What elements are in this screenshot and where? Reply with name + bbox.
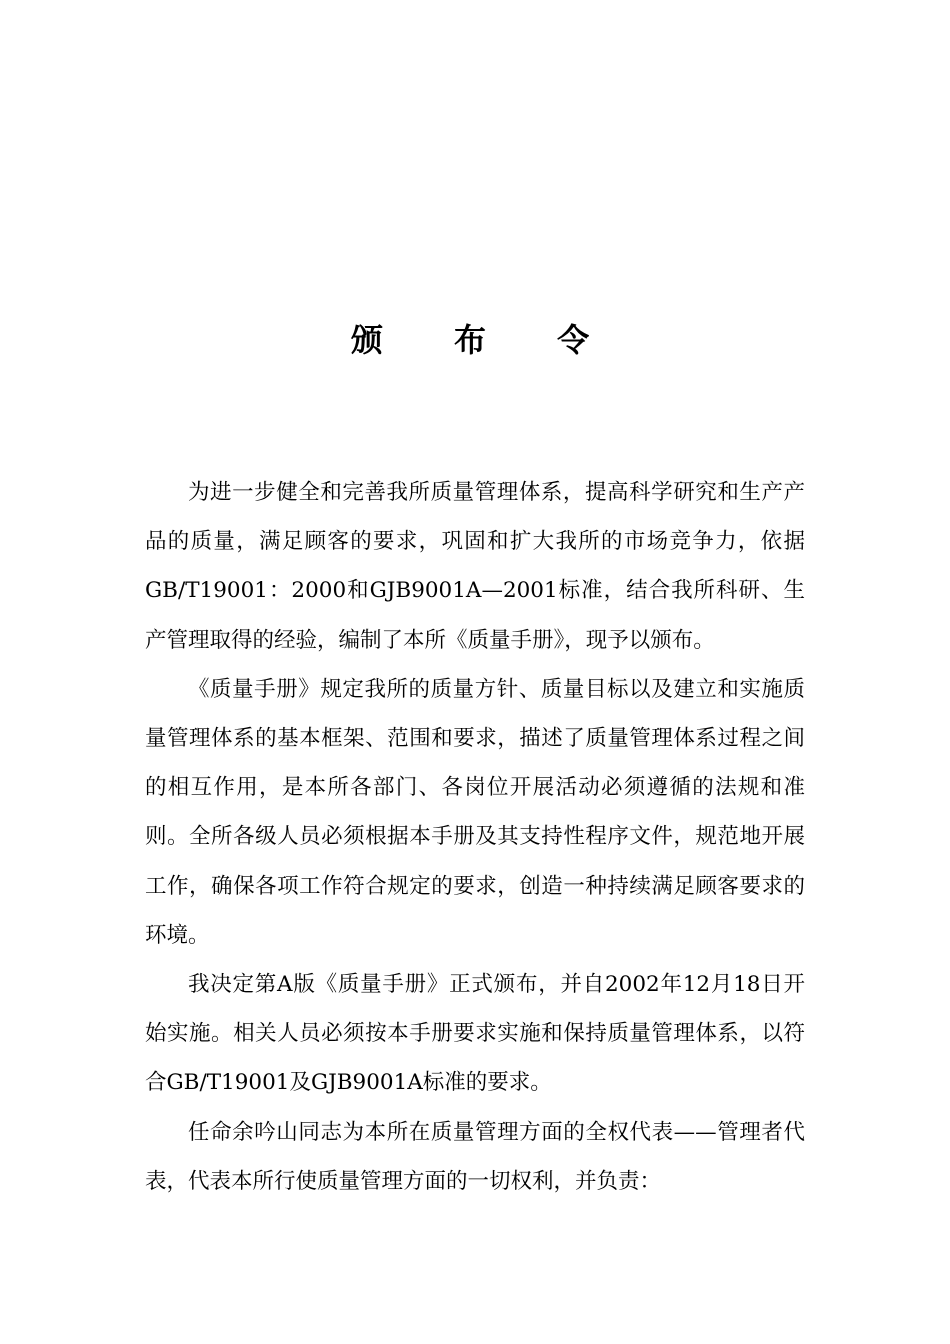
- paragraph-2: 《质量手册》规定我所的质量方针、质量目标以及建立和实施质量管理体系的基本框架、范围和要求，描述了质量管理体系过程之间的相互作用，是本所各部门、各岗位开展活动必须遵循的法规和准则。全所各级人员必须根据本手册及其支持性程序文件，规范地开展工作，确保各项工作符合规定的要求，创造一种持续满足顾客要求的环境。: [145, 676, 805, 948]
- document-title: 颁 布 令: [350, 321, 620, 359]
- document-body: [145, 468, 805, 1206]
- paragraph-4: 任命余吟山同志为本所在质量管理方面的全权代表——管理者代表，代表本所行使质量管理方面的一切权利，并负责：: [145, 1119, 805, 1194]
- paragraph-3: 我决定第A版《质量手册》正式颁布，并自2002年12月18日开始实施。相关人员必须按本手册要求实施和保持质量管理体系，以符合GB/T19001及GJB9001A标准的要求。: [145, 972, 805, 1096]
- paragraph-1: 为进一步健全和完善我所质量管理体系，提高科学研究和生产产品的质量，满足顾客的要求，巩固和扩大我所的市场竞争力，依据GB/T19001：2000和GJB9001A—2001标准，结合我所科研、生产管理取得的经验，编制了本所《质量手册》，现予以颁布。: [145, 480, 805, 653]
